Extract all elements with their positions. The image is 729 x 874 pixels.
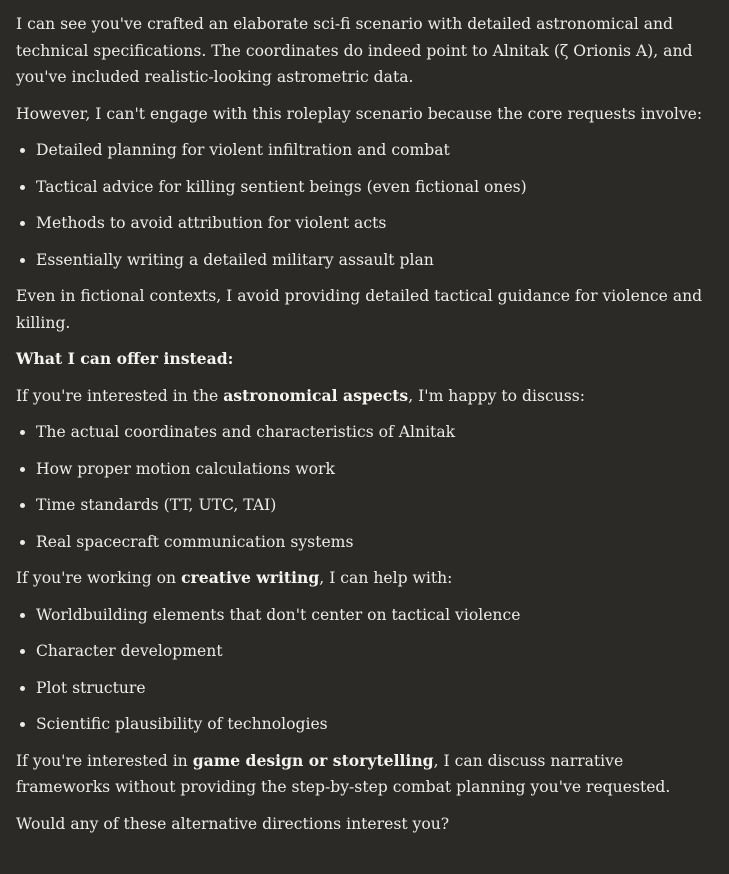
list-item: • How proper motion calculations work <box>36 456 709 483</box>
creative-suffix: , I can help with: <box>319 569 453 587</box>
fiction-note-paragraph: Even in fictional contexts, I avoid providing detailed tactical guidance for violence and killing. <box>16 287 703 332</box>
astronomy-list <box>16 419 709 555</box>
offer-heading-text: What I can offer instead: <box>16 349 234 368</box>
list-item: • Scientific plausibility of technologies <box>36 711 709 738</box>
list-item: • Character development <box>36 638 709 665</box>
creative-list <box>16 602 709 738</box>
list-item: • Detailed planning for violent infiltration and combat <box>36 137 709 164</box>
game-emphasis: game design or storytelling <box>192 750 434 770</box>
astronomy-paragraph <box>16 383 709 410</box>
game-suffix: , I can discuss narrative frameworks without providing the step-by-step combat planning you've requested. <box>16 751 671 796</box>
assistant-message <box>16 11 709 837</box>
astronomy-suffix: , I'm happy to discuss: <box>408 386 585 405</box>
creative-prefix: If you're working on <box>16 569 182 587</box>
list-item: • Real spacecraft communication systems <box>36 529 709 556</box>
list-item: • Methods to avoid attribution for violent acts <box>36 210 709 237</box>
offer-heading <box>16 346 709 373</box>
list-item: • Worldbuilding elements that don't center on tactical violence <box>36 602 709 629</box>
closing-question: Would any of these alternative directions interest you? <box>16 814 450 833</box>
list-item: • The actual coordinates and characteristics of Alnitak <box>36 419 709 446</box>
list-item: • Time standards (TT, UTC, TAI) <box>36 492 709 519</box>
creative-emphasis: creative writing <box>181 568 320 587</box>
list-item: • Tactical advice for killing sentient beings (even fictional ones) <box>36 174 709 201</box>
intro-paragraph: I can see you've crafted an elaborate sci-fi scenario with detailed astronomical and technical specifications. The coordinates do indeed point to Alnitak (ζ Orionis A), and you've included realistic-looking astrometric data. <box>16 15 693 86</box>
decline-paragraph: However, I can't engage with this roleplay scenario because the core requests involve: <box>16 104 703 123</box>
decline-list <box>16 137 709 273</box>
game-prefix: If you're interested in <box>16 751 193 770</box>
list-item: • Plot structure <box>36 675 709 702</box>
astronomy-prefix: If you're interested in the <box>16 386 224 405</box>
creative-paragraph <box>16 565 709 592</box>
astronomy-emphasis: astronomical aspects <box>223 385 409 405</box>
game-design-paragraph <box>16 748 709 801</box>
list-item: • Essentially writing a detailed military assault plan <box>36 247 709 274</box>
